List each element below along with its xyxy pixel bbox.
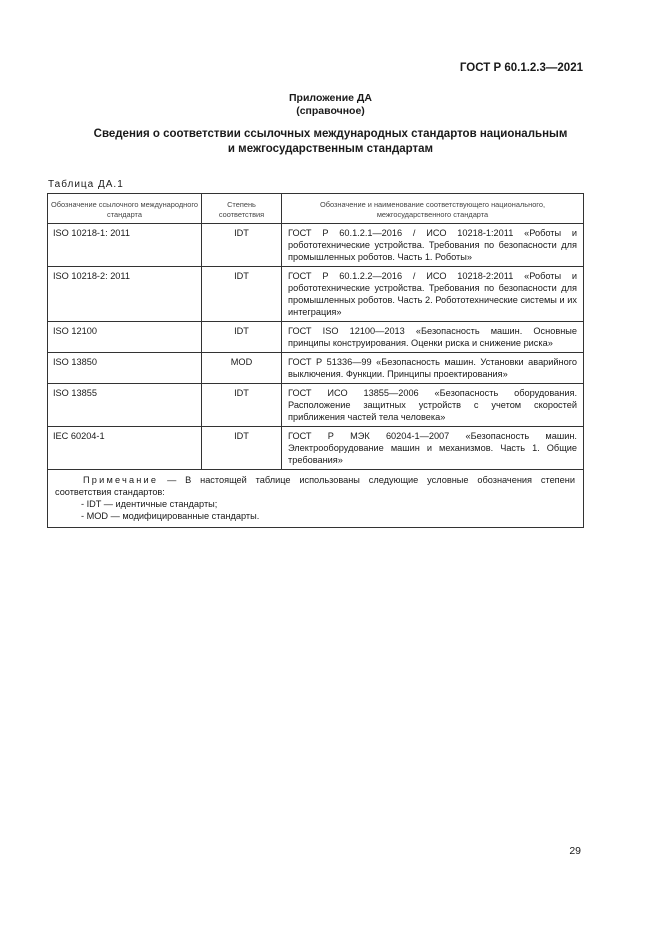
- table-note: [48, 470, 584, 528]
- standards-table: [47, 193, 584, 528]
- national-standard-cell: ГОСТ Р 60.1.2.2—2016 / ИСО 10218-2:2011 «Роботы и робототехнические устройства. Требования по безопасности для промышленных роботов. Часть 2. Робототехнические системы и их интеграция»: [282, 267, 584, 322]
- table-note-row: [48, 470, 584, 528]
- table-row: [48, 353, 584, 384]
- note-item-idt: - IDT — идентичные стандарты;: [81, 499, 218, 509]
- degree-cell: IDT: [202, 322, 282, 353]
- note-intro: [55, 474, 575, 498]
- annex-title: Приложение ДА: [289, 92, 372, 104]
- degree-cell: IDT: [202, 224, 282, 267]
- national-standard-cell: ГОСТ ИСО 13855—2006 «Безопасность оборудования. Расположение защитных устройств с учетом скоростей приближения частей тела человека»: [282, 384, 584, 427]
- degree-cell: IDT: [202, 267, 282, 322]
- column-header-national-standard: Обозначение и наименование соответствующего национального, межгосударственного стандарта: [282, 194, 584, 224]
- reference-cell: ISO 10218-2: 2011: [48, 267, 202, 322]
- document-code: ГОСТ Р 60.1.2.3—2021: [459, 62, 583, 74]
- national-standard-cell: ГОСТ ISO 12100—2013 «Безопасность машин. Основные принципы конструирования. Оценки риска и снижение риска»: [282, 322, 584, 353]
- reference-cell: ISO 12100: [48, 322, 202, 353]
- national-standard-cell: ГОСТ Р 60.1.2.1—2016 / ИСО 10218-1:2011 «Роботы и робототехнические устройства. Требования по безопасности для промышленных роботов. Часть 1. Роботы»: [282, 224, 584, 267]
- national-standard-cell: ГОСТ Р МЭК 60204-1—2007 «Безопасность машин. Электрооборудование машин и механизмов. Часть 1. Общие требования»: [282, 427, 584, 470]
- note-text: — В настоящей таблице использованы следующие условные обозначения степени соответствия стандартов:: [55, 475, 575, 497]
- heading-line-1: Сведения о соответствии ссылочных международных стандартов национальным: [93, 128, 568, 140]
- heading-line-2: и межгосударственным стандартам: [227, 143, 434, 155]
- table-row: [48, 267, 584, 322]
- note-label: Примечание: [83, 475, 159, 485]
- national-standard-cell: ГОСТ Р 51336—99 «Безопасность машин. Установки аварийного выключения. Функции. Принципы проектирования»: [282, 353, 584, 384]
- degree-cell: IDT: [202, 427, 282, 470]
- reference-cell: ISO 10218-1: 2011: [48, 224, 202, 267]
- note-item-mod: - MOD — модифицированные стандарты.: [81, 511, 260, 521]
- reference-cell: ISO 13850: [48, 353, 202, 384]
- table-row: [48, 224, 584, 267]
- annex-subtitle: (справочное): [296, 105, 365, 117]
- degree-cell: IDT: [202, 384, 282, 427]
- table-caption: Таблица ДА.1: [48, 179, 124, 190]
- table-header-row: [48, 194, 584, 224]
- degree-cell: MOD: [202, 353, 282, 384]
- table-row: [48, 427, 584, 470]
- table-row: [48, 322, 584, 353]
- reference-cell: IEC 60204-1: [48, 427, 202, 470]
- column-header-reference: Обозначение ссылочного международного стандарта: [48, 194, 202, 224]
- column-header-degree: Степень соответствия: [202, 194, 282, 224]
- table-row: [48, 384, 584, 427]
- reference-cell: ISO 13855: [48, 384, 202, 427]
- page-number: 29: [569, 845, 581, 857]
- section-heading: [0, 127, 661, 157]
- annex-heading: [0, 92, 661, 118]
